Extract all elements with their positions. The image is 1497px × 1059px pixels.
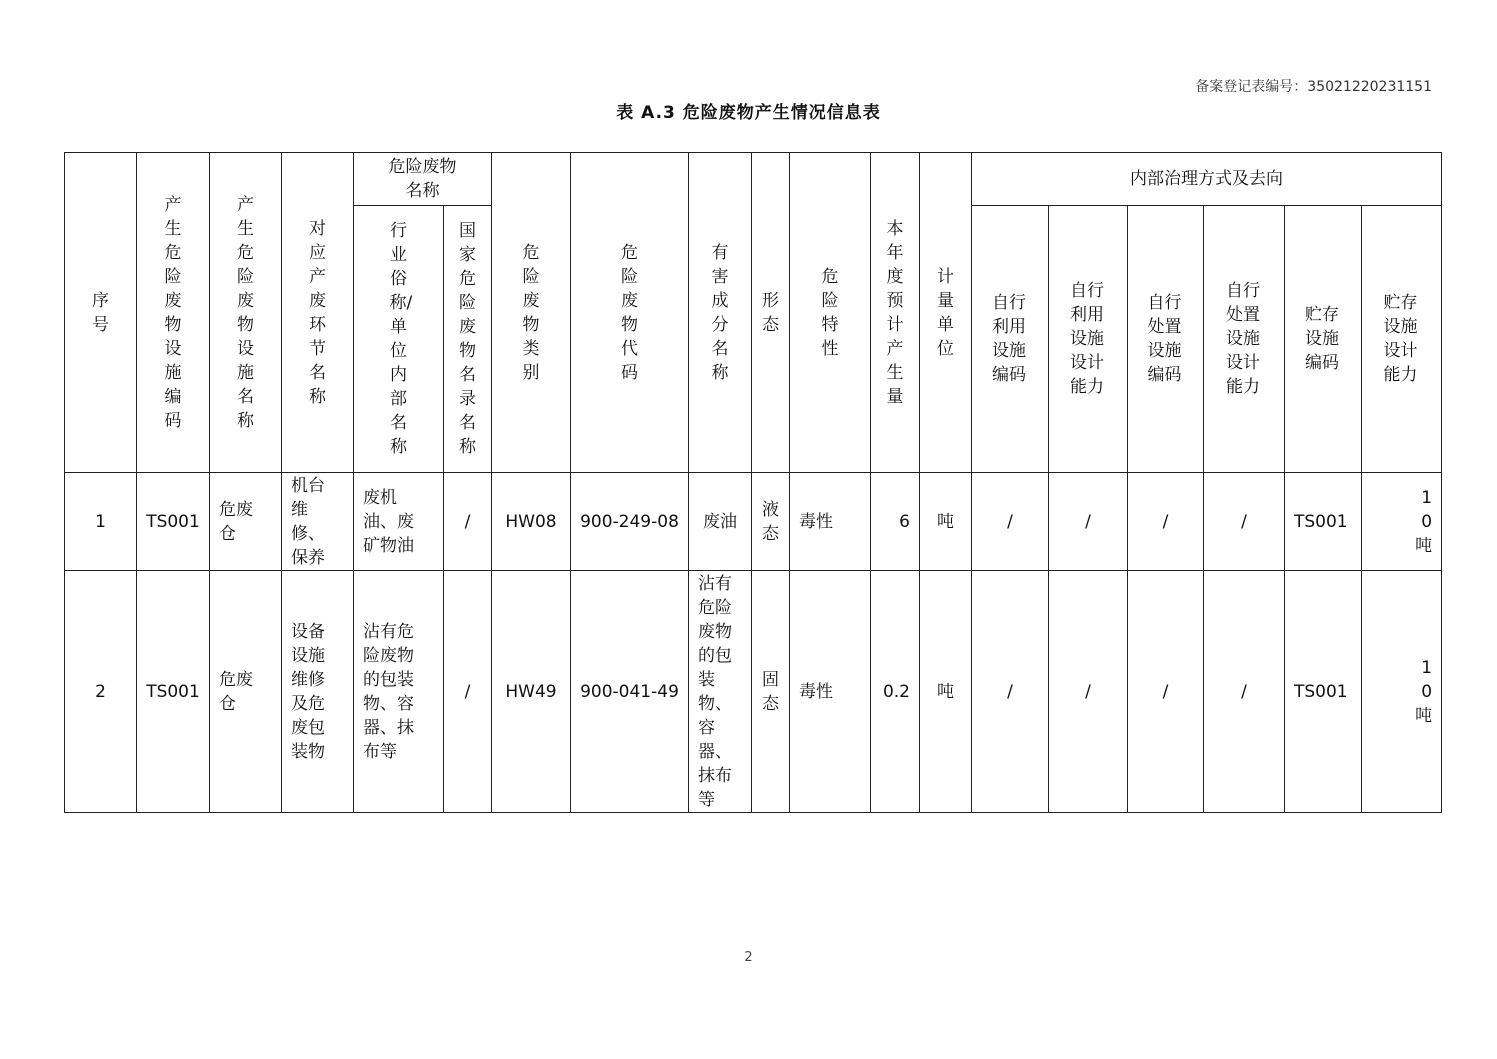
registration-number: 备案登记表编号：35021220231151 (1195, 79, 1432, 95)
cell-code: 900-249-08 (571, 473, 689, 571)
hazardous-waste-table (64, 152, 1442, 813)
table-row (65, 571, 1442, 813)
cell-national-name: / (444, 473, 492, 571)
cell-annual-amount: 0.2 (871, 571, 920, 813)
cell-category: HW49 (492, 571, 571, 813)
cell-unit: 吨 (920, 473, 972, 571)
cell-seq: 2 (65, 571, 137, 813)
cell-hazardous-component: 沾有危险废物的包装物、容器、抹布等 (689, 571, 752, 813)
cell-hazard-property: 毒性 (790, 571, 871, 813)
table-title: 表 A.3 危险废物产生情况信息表 (616, 103, 881, 123)
header-national-name: 国家危险废物名录名称 (444, 206, 492, 473)
header-unit: 计量单位 (920, 153, 972, 473)
header-industry-name: 行业俗称/单位内部名称 (354, 206, 444, 473)
header-facility-code: 产生危险废物设施编码 (137, 153, 210, 473)
cell-annual-amount: 6 (871, 473, 920, 571)
cell-self-use-capacity: / (1049, 473, 1128, 571)
cell-hazardous-component: 废油 (689, 473, 752, 571)
cell-industry-name: 废机油、废矿物油 (354, 473, 444, 571)
cell-seq: 1 (65, 473, 137, 571)
cell-form: 液态 (752, 473, 790, 571)
cell-self-use-code: / (972, 571, 1049, 813)
header-self-disposal-code: 自行处置设施编码 (1128, 206, 1204, 473)
header-facility-name: 产生危险废物设施名称 (210, 153, 282, 473)
cell-hazard-property: 毒性 (790, 473, 871, 571)
cell-self-use-capacity: / (1049, 571, 1128, 813)
header-internal-group: 内部治理方式及去向 (972, 153, 1442, 206)
header-waste-name-group: 危险废物名称 (354, 153, 492, 206)
cell-storage-code: TS001 (1285, 571, 1362, 813)
header-self-use-capacity: 自行利用设施设计能力 (1049, 206, 1128, 473)
cell-category: HW08 (492, 473, 571, 571)
header-hazardous-component: 有害成分名称 (689, 153, 752, 473)
cell-unit: 吨 (920, 571, 972, 813)
header-code: 危险废物代码 (571, 153, 689, 473)
cell-process-link: 设备设施维修及危废包装物 (282, 571, 354, 813)
table-row (65, 473, 1442, 571)
cell-self-disposal-code: / (1128, 571, 1204, 813)
cell-self-disposal-capacity: / (1204, 473, 1285, 571)
cell-code: 900-041-49 (571, 571, 689, 813)
header-row-1 (65, 153, 1442, 206)
cell-storage-code: TS001 (1285, 473, 1362, 571)
cell-self-use-code: / (972, 473, 1049, 571)
cell-industry-name: 沾有危险废物的包装物、容器、抹布等 (354, 571, 444, 813)
header-category: 危险废物类别 (492, 153, 571, 473)
header-annual-amount: 本年度预计产生量 (871, 153, 920, 473)
header-self-use-code: 自行利用设施编码 (972, 206, 1049, 473)
header-storage-capacity: 贮存设施设计能力 (1362, 206, 1442, 473)
cell-self-disposal-capacity: / (1204, 571, 1285, 813)
header-seq: 序号 (65, 153, 137, 473)
header-hazard-property: 危险特性 (790, 153, 871, 473)
header-storage-code: 贮存设施编码 (1285, 206, 1362, 473)
header-self-disposal-capacity: 自行处置设施设计能力 (1204, 206, 1285, 473)
cell-facility-name: 危废仓 (210, 473, 282, 571)
header-form: 形态 (752, 153, 790, 473)
cell-form: 固态 (752, 571, 790, 813)
cell-self-disposal-code: / (1128, 473, 1204, 571)
page-number: 2 (744, 950, 753, 965)
cell-national-name: / (444, 571, 492, 813)
cell-process-link: 机台维修、保养 (282, 473, 354, 571)
cell-facility-code: TS001 (137, 571, 210, 813)
cell-storage-capacity: 10吨 (1362, 473, 1442, 571)
cell-facility-code: TS001 (137, 473, 210, 571)
cell-facility-name: 危废仓 (210, 571, 282, 813)
header-process-link: 对应产废环节名称 (282, 153, 354, 473)
cell-storage-capacity: 10吨 (1362, 571, 1442, 813)
